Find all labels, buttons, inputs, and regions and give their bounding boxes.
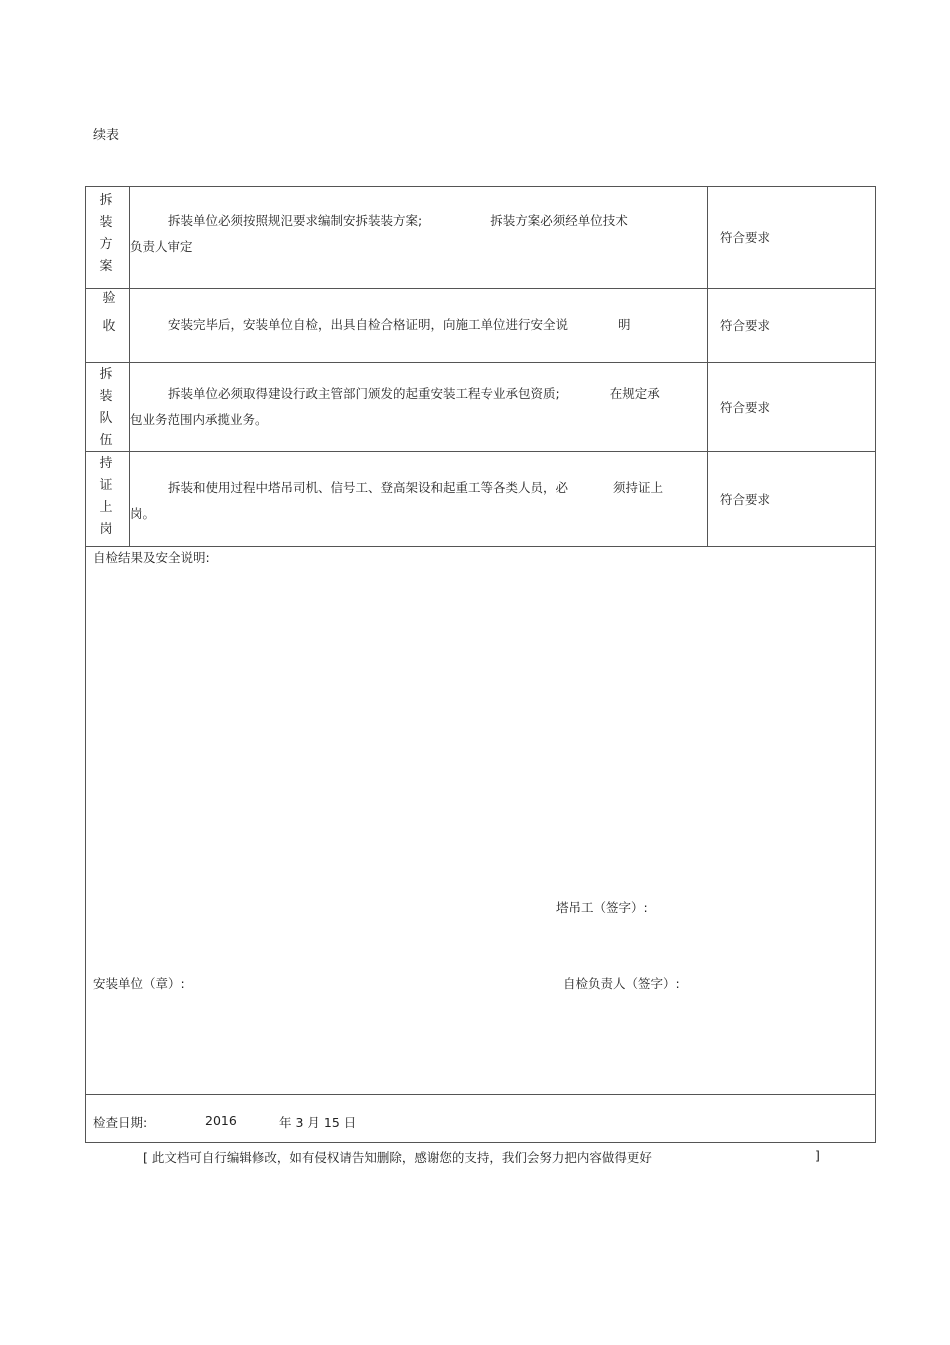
row-category: 拆 装 方 案 [99, 193, 121, 274]
row-content: 拆装单位必须取得建设行政主管部门颁发的起重安装工程专业承包资质; 在规定承 包业务范围内承揽业务。 [130, 386, 660, 427]
row-content: 拆装和使用过程中塔吊司机、信号工、登高架设和起重工等各类人员，必 须持证上 岗。 [130, 480, 664, 521]
row-result: 符合要求 [720, 400, 771, 415]
doc-title: 续表 [93, 128, 120, 143]
install-unit-seal-label: 安装单位（章）: [93, 976, 185, 991]
footer-close-bracket: ] [815, 1148, 820, 1163]
column-divider [707, 186, 708, 546]
row-divider [85, 1094, 876, 1095]
inspection-date-label: 检查日期: [93, 1115, 148, 1130]
row-divider [85, 362, 876, 363]
row-result: 符合要求 [720, 318, 771, 333]
crane-operator-signature-label: 塔吊工（签字）: [556, 900, 648, 915]
row-result: 符合要求 [720, 230, 771, 245]
footer-note: [ 此文档可自行编辑修改，如有侵权请告知删除，感谢您的支持，我们会努力把内容做得更好 [143, 1150, 652, 1165]
row-category: 持 证 上 岗 [99, 456, 121, 537]
row-category: 验 收 [102, 291, 116, 334]
row-category: 拆 装 队 伍 [99, 367, 121, 448]
row-result: 符合要求 [720, 492, 771, 507]
self-check-heading: 自检结果及安全说明: [93, 550, 210, 565]
inspection-date-year: 2016 [205, 1113, 237, 1128]
row-content: 拆装单位必须按照规氾要求编制安拆装装方案; 拆装方案必须经单位技术 负责人审定 [130, 213, 628, 254]
row-divider [85, 546, 876, 547]
row-divider [85, 288, 876, 289]
inspector-signature-label: 自检负责人（签字）: [563, 976, 680, 991]
inspection-date-rest: 年 3 月 15 日 [279, 1115, 357, 1130]
row-divider [85, 451, 876, 452]
row-content: 安装完毕后，安装单位自检，出具自检合格证明，向施工单位进行安全说 明 [168, 317, 631, 332]
